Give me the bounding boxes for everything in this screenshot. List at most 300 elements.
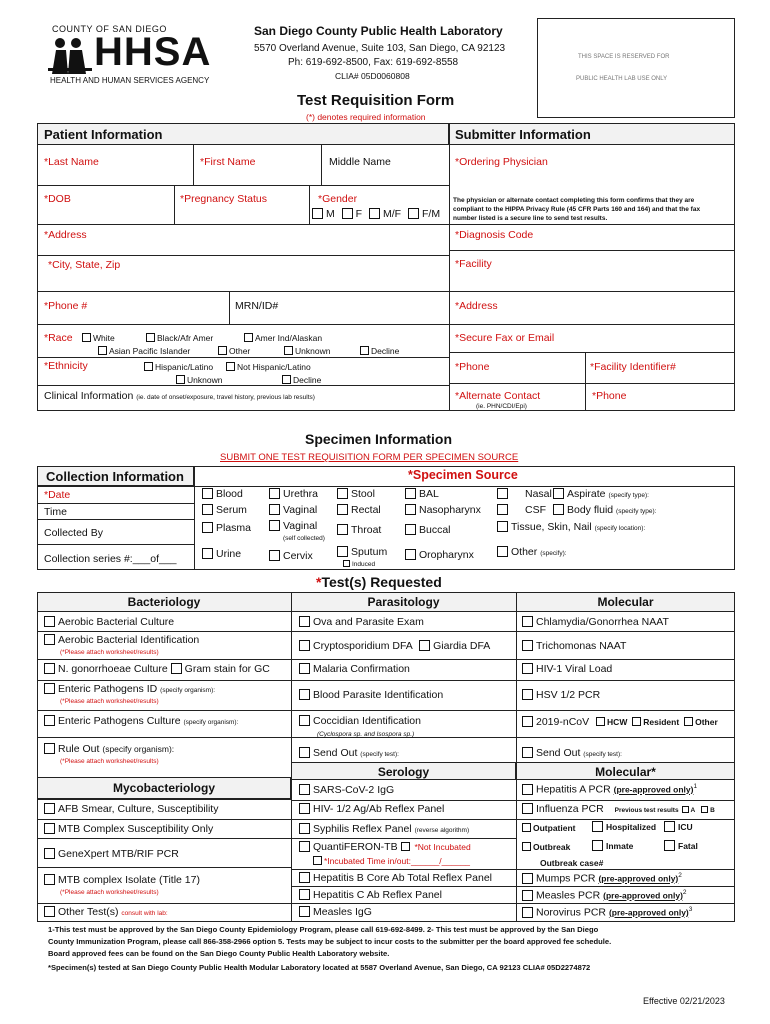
- eth-not-checkbox[interactable]: [226, 362, 235, 371]
- enteric-id-note: (specify organism):: [160, 687, 216, 694]
- syphilis-note: (reverse algorithm): [414, 827, 470, 834]
- measles-preapproved: (pre-approved only): [603, 890, 683, 901]
- serum-label: Serum: [216, 504, 247, 516]
- hepa-preapproved: (pre-approved only): [613, 784, 694, 795]
- norovirus-sup: 3: [688, 906, 693, 913]
- flu-inmate: [592, 840, 633, 851]
- vaginal-self-checkbox[interactable]: [269, 520, 280, 531]
- collection-series-label: Collection series #:___of___: [44, 553, 177, 565]
- hipaa-line-1: The physician or alternate contact completing this form confirms that they are: [453, 197, 695, 204]
- rule-out: [44, 743, 174, 755]
- afb-label: AFB Smear, Culture, Susceptibility: [58, 803, 219, 815]
- eth-decline-label: Decline: [293, 375, 322, 385]
- flu-a-label: A: [690, 807, 696, 814]
- phone-label: *Phone #: [44, 300, 88, 312]
- giardia-label: Giardia DFA: [433, 640, 491, 652]
- race-unknown-checkbox[interactable]: [284, 346, 293, 355]
- aspirate-note: (specify type):: [608, 492, 649, 499]
- aspirate-label: Aspirate: [567, 488, 606, 500]
- norovirus-label: Norovirus PCR: [536, 906, 607, 919]
- hepa: [522, 783, 697, 796]
- required-note: (*) denotes required information: [306, 112, 426, 122]
- race-asian-checkbox[interactable]: [98, 346, 107, 355]
- eth-not: [226, 362, 311, 372]
- eth-hispanic-checkbox[interactable]: [144, 362, 153, 371]
- other-source-note: (specify):: [540, 550, 567, 557]
- blood-checkbox[interactable]: [202, 488, 213, 499]
- hiv-viral: [522, 663, 612, 675]
- trich-checkbox[interactable]: [522, 640, 533, 651]
- throat-checkbox[interactable]: [337, 524, 348, 535]
- genexpert-checkbox[interactable]: [44, 848, 55, 859]
- serology-title: Serology: [377, 765, 430, 779]
- send-out-label: Send Out: [313, 747, 358, 759]
- aerobic-culture-label: Aerobic Bacterial Culture: [58, 616, 175, 628]
- form-title: Test Requisition Form: [297, 92, 455, 109]
- oropharynx-label: Oropharynx: [419, 549, 474, 561]
- logo-agency: HEALTH AND HUMAN SERVICES AGENCY: [50, 76, 210, 85]
- syphilis-checkbox[interactable]: [299, 823, 310, 834]
- resident-checkbox[interactable]: [632, 717, 641, 726]
- measles-sup: 2: [682, 889, 687, 896]
- tissue-label: Tissue, Skin, Nail: [511, 521, 592, 533]
- logo-hhsa: HHSA: [94, 30, 212, 74]
- pregnancy-label: *Pregnancy Status: [180, 193, 267, 205]
- enteric-attach-note: (*Please attach worksheet/results): [60, 698, 159, 705]
- gono-checkbox[interactable]: [44, 663, 55, 674]
- race-unknown-label: Unknown: [295, 346, 331, 356]
- not-incubated-label: *Not Incubated: [414, 842, 471, 852]
- gender-m-checkbox[interactable]: [312, 208, 323, 219]
- syphilis: [299, 823, 469, 835]
- blood-label: Blood: [216, 488, 243, 500]
- aerobic-id-checkbox[interactable]: [44, 634, 55, 645]
- enteric-id-label: Enteric Pathogens ID: [58, 683, 158, 695]
- aerobic-culture: [44, 616, 174, 628]
- gram-label: Gram stain for GC: [184, 663, 270, 675]
- mumps-checkbox[interactable]: [522, 873, 533, 884]
- gender-fm-label: F/M: [422, 208, 441, 220]
- race-white-label: White: [93, 333, 115, 343]
- submitter-info-title: Submitter Information: [455, 127, 591, 142]
- norovirus: [522, 906, 692, 919]
- malaria-label: Malaria Confirmation: [313, 663, 410, 675]
- vaginal-self-label: Vaginal: [283, 520, 318, 532]
- afb: [44, 803, 218, 815]
- crypto: [299, 640, 490, 652]
- ncov-checkbox[interactable]: [522, 716, 533, 727]
- induced-label: Induced: [352, 561, 376, 568]
- middle-name-label: Middle Name: [329, 156, 391, 168]
- race-other: [218, 346, 250, 356]
- body-fluid-label: Body fluid: [567, 504, 614, 516]
- hepa-sup: 1: [693, 783, 698, 790]
- first-name-label: *First Name: [200, 156, 256, 168]
- gono-culture: [44, 663, 270, 675]
- hepb-label: Hepatitis B Core Ab Total Reflex Panel: [313, 872, 492, 884]
- trich: [522, 640, 626, 652]
- race-black-label: Black/Afr Amer: [157, 333, 214, 343]
- gender-f-checkbox[interactable]: [342, 208, 353, 219]
- afb-checkbox[interactable]: [44, 803, 55, 814]
- measles-igg-checkbox[interactable]: [299, 906, 310, 917]
- patient-info-title: Patient Information: [44, 127, 163, 142]
- hsv: [522, 689, 600, 701]
- induced-checkbox[interactable]: [343, 560, 350, 567]
- body-fluid-checkbox[interactable]: [553, 504, 564, 515]
- flu-hospitalized: [592, 821, 656, 832]
- ova-label: Ova and Parasite Exam: [313, 616, 424, 628]
- submit-one-note: SUBMIT ONE TEST REQUISITION FORM PER SPECIMEN SOURCE: [220, 452, 519, 463]
- giardia-checkbox[interactable]: [419, 640, 430, 651]
- malaria: [299, 663, 410, 675]
- flu-outpatient: [522, 823, 576, 833]
- stool-label: Stool: [351, 488, 375, 500]
- clinical-label: [44, 390, 315, 402]
- tissue-checkbox[interactable]: [497, 521, 508, 532]
- norovirus-checkbox[interactable]: [522, 907, 533, 918]
- footer-note-1: 1-This test must be approved by the San Diego County Epidemiology Program, please call 619-692-8499. 2- This test must be approved by the San Diego: [48, 925, 599, 934]
- fatal-checkbox[interactable]: [664, 840, 675, 851]
- src-aspirate: [553, 488, 649, 500]
- footer-note-3: Board approved fees can be found on the San Diego County Public Health Laboratory website.: [48, 949, 390, 958]
- eth-not-label: Not Hispanic/Latino: [237, 362, 311, 372]
- quanti-label: QuantiFERON-TB: [313, 841, 398, 853]
- race-white-checkbox[interactable]: [82, 333, 91, 342]
- other-source-label: Other: [511, 546, 538, 558]
- rule-out-label: Rule Out: [58, 743, 100, 755]
- csf-checkbox[interactable]: [497, 504, 508, 515]
- hepc: [299, 889, 442, 901]
- src-serum: [202, 504, 247, 516]
- other-ncov-label: Other: [695, 717, 718, 727]
- lab-address: 5570 Overland Avenue, Suite 103, San Diego, CA 92123: [254, 43, 506, 54]
- ova-checkbox[interactable]: [299, 616, 310, 627]
- alt-contact-label: *Alternate Contact: [455, 390, 541, 402]
- src-blood: [202, 488, 243, 500]
- incubated-label: *Incubated Time in/out:______/______: [324, 856, 471, 866]
- address-label: *Address: [44, 229, 87, 241]
- self-collected-note: (self collected): [283, 535, 325, 542]
- mumps-sup: 2: [678, 872, 682, 879]
- buccal-checkbox[interactable]: [405, 524, 416, 535]
- syphilis-label: Syphilis Reflex Panel: [313, 823, 412, 835]
- flu-checkbox[interactable]: [522, 803, 533, 814]
- reserved-line-2: PUBLIC HEALTH LAB USE ONLY: [576, 76, 668, 82]
- hsv-checkbox[interactable]: [522, 689, 533, 700]
- tests-title: [316, 574, 442, 590]
- urethra-label: Urethra: [283, 488, 319, 500]
- chlamydia: [522, 616, 669, 628]
- clinical-title: Clinical Information: [44, 390, 134, 402]
- race-amer-label: Amer Ind/Alaskan: [255, 333, 323, 343]
- outbreak-checkbox[interactable]: [522, 842, 531, 851]
- logo-figures-icon: [48, 34, 92, 76]
- other-ncov-checkbox[interactable]: [684, 717, 693, 726]
- mumps-label: Mumps PCR: [536, 872, 596, 885]
- inmate-checkbox[interactable]: [592, 840, 603, 851]
- coccidian: [299, 715, 421, 727]
- body-fluid-note: (specify type):: [616, 508, 657, 515]
- hsv-label: HSV 1/2 PCR: [536, 689, 601, 701]
- coccidian-label: Coccidian Identification: [313, 715, 421, 727]
- sars-checkbox[interactable]: [299, 784, 310, 795]
- time-label: Time: [44, 506, 67, 518]
- bal-checkbox[interactable]: [405, 488, 416, 499]
- measles-pcr: [522, 889, 687, 902]
- blood-parasite-checkbox[interactable]: [299, 689, 310, 700]
- enteric-culture-checkbox[interactable]: [44, 715, 55, 726]
- flu-fatal: [664, 840, 698, 851]
- blood-parasite-label: Blood Parasite Identification: [313, 689, 444, 701]
- ova: [299, 616, 424, 628]
- urine-label: Urine: [216, 548, 242, 560]
- diagnosis-label: *Diagnosis Code: [455, 229, 534, 241]
- mtb-complex: [44, 823, 213, 835]
- reserved-line-1: THIS SPACE IS RESERVED FOR: [578, 54, 670, 60]
- enteric-culture: [44, 715, 238, 727]
- buccal-label: Buccal: [419, 524, 451, 536]
- sars: [299, 784, 394, 796]
- footer-note-2: County Immunization Program, please call 866-358-2966 option 5. Tests may be subject to incur costs to the submitter per the board approved fee schedule.: [48, 937, 612, 946]
- tests-title-star: *: [316, 574, 322, 590]
- hepc-checkbox[interactable]: [299, 889, 310, 900]
- serum-checkbox[interactable]: [202, 504, 213, 515]
- blood-parasite: [299, 689, 443, 701]
- send-out-mol-label: Send Out: [536, 747, 581, 759]
- mtb-complex-label: MTB Complex Susceptibility Only: [58, 823, 214, 835]
- other-tests-checkbox[interactable]: [44, 906, 55, 917]
- hiv-ab: [299, 803, 444, 815]
- plasma-checkbox[interactable]: [202, 522, 213, 533]
- race-asian-label: Asian Pacific Islander: [109, 346, 191, 356]
- crypto-label: Cryptosporidium DFA: [313, 640, 413, 652]
- race-other-label: Other: [229, 346, 251, 356]
- hiv-ab-checkbox[interactable]: [299, 803, 310, 814]
- fatal-label: Fatal: [678, 841, 698, 851]
- eth-unknown: [176, 375, 222, 385]
- src-throat: [337, 524, 381, 536]
- hcw-checkbox[interactable]: [596, 717, 605, 726]
- parasitology-title: Parasitology: [367, 595, 440, 609]
- mumps: [522, 872, 682, 885]
- src-plasma: [202, 522, 251, 534]
- malaria-checkbox[interactable]: [299, 663, 310, 674]
- mumps-preapproved: (pre-approved only): [598, 873, 679, 884]
- src-urethra: [269, 488, 318, 500]
- race-unknown: [284, 346, 330, 356]
- hepc-label: Hepatitis C Ab Reflex Panel: [313, 889, 442, 901]
- quanti: [299, 841, 471, 853]
- eth-decline-checkbox[interactable]: [282, 375, 291, 384]
- flu-b-checkbox[interactable]: [701, 806, 708, 813]
- src-body-fluid: [553, 504, 657, 516]
- enteric-culture-label: Enteric Pathogens Culture: [58, 715, 181, 727]
- gender-fm-checkbox[interactable]: [408, 208, 419, 219]
- facility-label: *Facility: [455, 258, 492, 270]
- oropharynx-checkbox[interactable]: [405, 549, 416, 560]
- clinical-note: (ie. date of onset/exposure, travel history, previous lab results): [136, 394, 315, 401]
- rule-out-checkbox[interactable]: [44, 743, 55, 754]
- src-rectal: [337, 504, 381, 516]
- bal-label: BAL: [419, 488, 439, 500]
- vaginal-checkbox[interactable]: [269, 504, 280, 515]
- sars-label: SARS-CoV-2 IgG: [313, 784, 395, 796]
- aerobic-culture-checkbox[interactable]: [44, 616, 55, 627]
- genexpert: [44, 848, 179, 860]
- hepb-checkbox[interactable]: [299, 872, 310, 883]
- coccidian-checkbox[interactable]: [299, 715, 310, 726]
- lab-clia: CLIA# 05D0060808: [335, 71, 410, 81]
- measles-igg: [299, 906, 372, 918]
- outpatient-label: Outpatient: [533, 823, 576, 833]
- other-tests: [44, 906, 168, 918]
- chlamydia-label: Chlamydia/Gonorrhea NAAT: [536, 616, 669, 628]
- mrn-label: MRN/ID#: [235, 300, 279, 312]
- sputum-checkbox[interactable]: [337, 546, 348, 557]
- race-decline-label: Decline: [371, 346, 400, 356]
- outpatient-checkbox[interactable]: [522, 823, 531, 832]
- race-black: [146, 333, 213, 343]
- mtb-isolate: [44, 874, 200, 886]
- sputum-label: Sputum: [351, 546, 388, 558]
- aspirate-checkbox[interactable]: [553, 488, 564, 499]
- enteric-id-checkbox[interactable]: [44, 683, 55, 694]
- src-tissue: [497, 521, 645, 533]
- hepa-checkbox[interactable]: [522, 784, 533, 795]
- tests-title-text: Test(s) Requested: [321, 574, 442, 590]
- quanti-checkbox[interactable]: [299, 841, 310, 852]
- urethra-checkbox[interactable]: [269, 488, 280, 499]
- mtb-isolate-label: MTB complex Isolate (Title 17): [58, 874, 200, 886]
- ordering-physician-label: *Ordering Physician: [455, 156, 548, 168]
- nasopharynx-label: Nasopharynx: [419, 504, 481, 516]
- incubated: [313, 856, 470, 866]
- hospitalized-checkbox[interactable]: [592, 821, 603, 832]
- stool-checkbox[interactable]: [337, 488, 348, 499]
- cervix-checkbox[interactable]: [269, 550, 280, 561]
- ncov: [522, 716, 718, 728]
- mtb-isolate-checkbox[interactable]: [44, 874, 55, 885]
- race-amer: [244, 333, 322, 343]
- send-out: [299, 747, 399, 759]
- race-asian: [98, 346, 190, 356]
- src-buccal: [405, 524, 451, 536]
- src-csf: [497, 504, 546, 516]
- gono-label: N. gonorrhoeae Culture: [58, 663, 168, 675]
- race-decline-checkbox[interactable]: [360, 346, 369, 355]
- eth-unknown-label: Unknown: [187, 375, 223, 385]
- send-out-mol-checkbox[interactable]: [522, 747, 533, 758]
- eth-unknown-checkbox[interactable]: [176, 375, 185, 384]
- rectal-checkbox[interactable]: [337, 504, 348, 515]
- src-other: [497, 546, 567, 558]
- outbreak-case: Outbreak case#: [540, 858, 604, 868]
- race-other-checkbox[interactable]: [218, 346, 227, 355]
- icu-checkbox[interactable]: [664, 821, 675, 832]
- mtb-attach-note: (*Please attach worksheet/results): [60, 889, 159, 896]
- rule-out-note: (specify organism):: [102, 744, 175, 754]
- logo-county: COUNTY OF SAN DIEGO: [52, 24, 167, 34]
- consult-note: consult with lab:: [121, 910, 168, 917]
- measles-pcr-checkbox[interactable]: [522, 890, 533, 901]
- src-nasopharynx: [405, 504, 481, 516]
- nasopharynx-checkbox[interactable]: [405, 504, 416, 515]
- flu-a-checkbox[interactable]: [682, 806, 689, 813]
- submitter-address-label: *Address: [455, 300, 498, 312]
- gender-mf-checkbox[interactable]: [369, 208, 380, 219]
- gram-checkbox[interactable]: [171, 663, 182, 674]
- incubated-checkbox[interactable]: [313, 856, 322, 865]
- race-black-checkbox[interactable]: [146, 333, 155, 342]
- not-incubated-checkbox[interactable]: [401, 842, 410, 851]
- enteric-id: [44, 683, 215, 695]
- hepa-label: Hepatitis A PCR: [536, 783, 611, 796]
- send-out-mol-note: (specify test):: [583, 751, 622, 758]
- throat-label: Throat: [351, 524, 382, 536]
- hipaa-line-2: compliant to the HIPPA Privacy Rule (45 CFR Parts 160 and 164) and that the fax: [453, 206, 701, 213]
- urine-checkbox[interactable]: [202, 548, 213, 559]
- aerobic-id: [44, 634, 199, 646]
- eth-hispanic-label: Hispanic/Latino: [155, 362, 214, 372]
- mtb-complex-checkbox[interactable]: [44, 823, 55, 834]
- alt-phone-label: *Phone: [592, 390, 627, 402]
- city-label: *City, State, Zip: [48, 259, 121, 271]
- lab-phone: Ph: 619-692-8500, Fax: 619-692-8558: [288, 57, 459, 68]
- eth-decline: [282, 375, 321, 385]
- molecular-title: Molecular: [597, 595, 654, 609]
- src-sputum: [337, 546, 387, 558]
- hiv-viral-checkbox[interactable]: [522, 663, 533, 674]
- outbreak-label: Outbreak: [533, 842, 571, 852]
- date-label: *Date: [44, 489, 71, 501]
- specimen-info-title: Specimen Information: [305, 431, 453, 447]
- secure-fax-label: *Secure Fax or Email: [455, 332, 555, 344]
- nasal-checkbox[interactable]: [497, 488, 508, 499]
- src-urine: [202, 548, 241, 560]
- specimen-source-title: *Specimen Source: [408, 468, 518, 482]
- submitter-phone-label: *Phone: [455, 361, 490, 373]
- measles-pcr-label: Measles PCR: [536, 889, 601, 902]
- other-source-checkbox[interactable]: [497, 546, 508, 557]
- chlamydia-checkbox[interactable]: [522, 616, 533, 627]
- norovirus-preapproved: (pre-approved only): [608, 907, 689, 918]
- crypto-checkbox[interactable]: [299, 640, 310, 651]
- flu-b-label: B: [710, 807, 715, 814]
- send-out-checkbox[interactable]: [299, 747, 310, 758]
- facility-id-label: *Facility Identifier#: [590, 361, 676, 373]
- molecular2-title: Molecular*: [595, 765, 656, 779]
- flu-icu: [664, 821, 693, 832]
- dob-label: *DOB: [44, 193, 71, 205]
- alt-contact-note: (ie. PHN/CDI/Epi): [476, 403, 527, 410]
- footer-note-4: *Specimen(s) tested at San Diego County Public Health Modular Laboratory located at 5587 Overland Avenue, San Diego, CA 92123 CLIA# 05D2274872: [48, 963, 591, 972]
- last-name-label: *Last Name: [44, 156, 99, 168]
- collected-by-label: Collected By: [44, 527, 103, 539]
- tissue-note: (specify location):: [594, 525, 646, 532]
- other-tests-label: Other Test(s): [58, 906, 119, 918]
- race-amer-checkbox[interactable]: [244, 333, 253, 342]
- trich-label: Trichomonas NAAT: [536, 640, 627, 652]
- rule-out-attach-note: (*Please attach worksheet/results): [60, 758, 159, 765]
- src-stool: [337, 488, 375, 500]
- race-white: [82, 333, 115, 343]
- cervix-label: Cervix: [283, 550, 313, 562]
- flu-prev-results: Previous test results: [614, 807, 679, 814]
- race-label: *Race: [44, 332, 73, 344]
- src-bal: [405, 488, 439, 500]
- src-oropharynx: [405, 549, 474, 561]
